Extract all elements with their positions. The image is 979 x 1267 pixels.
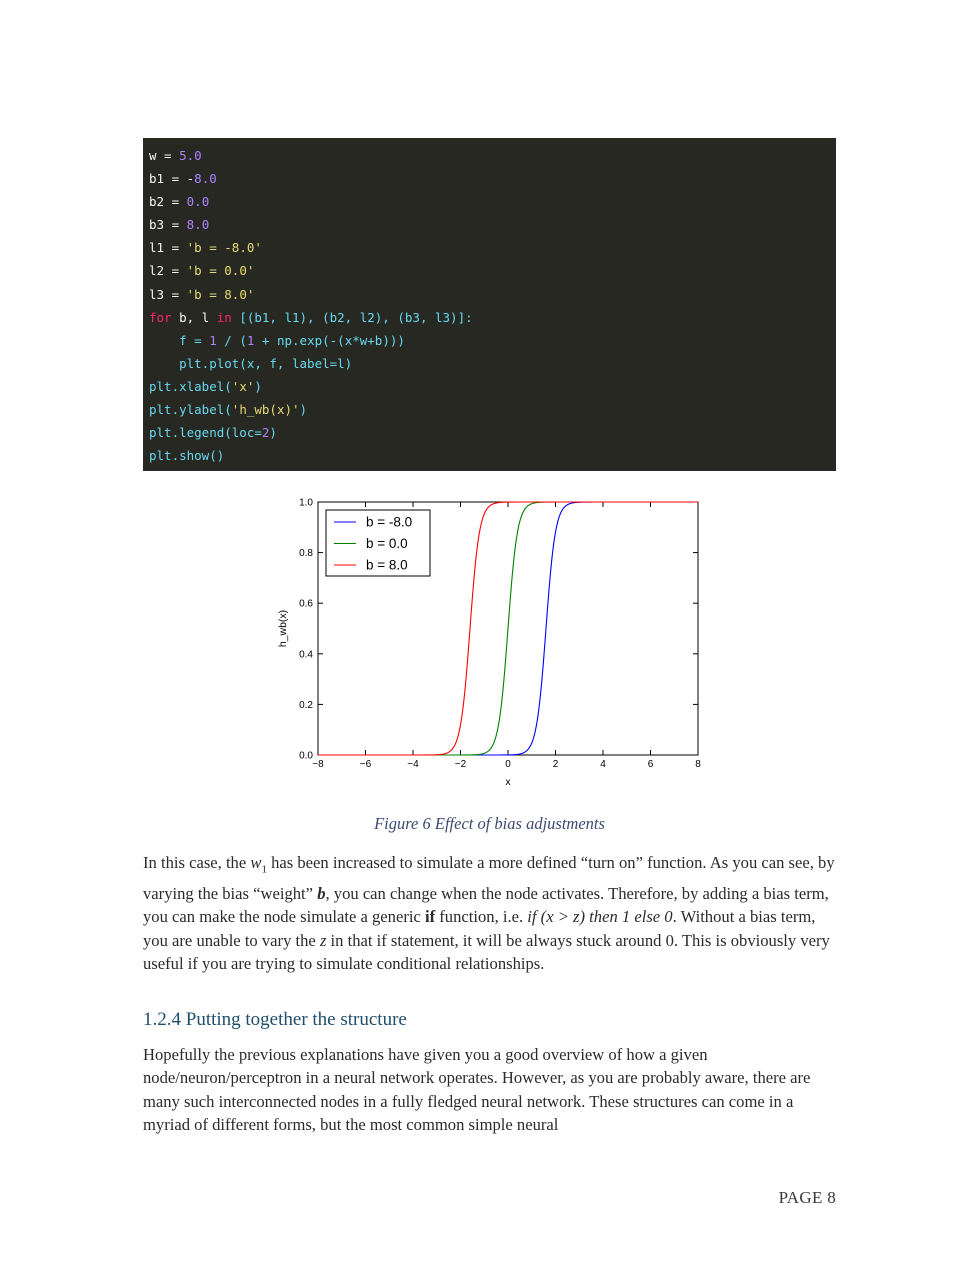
code-token: 1 (209, 332, 217, 348)
y-tick-label: 0.2 (299, 699, 313, 711)
code-line (149, 213, 836, 236)
code-token: b2 (149, 194, 165, 210)
x-tick-label: 4 (600, 759, 606, 770)
paragraph-segment: if (424, 907, 436, 927)
code-token: plt.show() (149, 448, 225, 464)
figure-caption: Figure 6 Effect of bias adjustments (374, 814, 605, 833)
chart-svg (270, 490, 720, 795)
code-token: l3 (149, 286, 165, 302)
code-token: 5.0 (179, 148, 202, 163)
code-token: 2 (261, 425, 270, 441)
code-token: b3 (149, 217, 165, 233)
x-tick-label: −8 (312, 759, 324, 770)
code-token: w (149, 148, 157, 163)
paragraph-structure: Hopefully the previous explanations have given you a good overview of how a given node/neuron/perceptron in a neural network operates. However, as you are probably aware, there are many such interconnected nodes in a fully fledged neural network. These structures can come in a myriad of different forms, but the most common simple neural (143, 1045, 811, 1135)
x-tick-label: −2 (454, 759, 467, 770)
code-token: l1 (149, 240, 165, 256)
y-axis-label: h_wb(x) (277, 609, 289, 648)
legend-label: b = 8.0 (366, 557, 408, 573)
sigmoid-chart (270, 490, 720, 795)
page-number: PAGE 8 (778, 1188, 836, 1207)
paragraph-segment: has been increased to simulate a more defined “turn on” function. As you can see, by varying the bias “weight” (143, 853, 835, 903)
code-token: for (149, 309, 172, 325)
code-token: f = (149, 332, 210, 348)
code-token: = (164, 240, 187, 256)
code-line (149, 306, 836, 329)
paragraph-segment: function, i.e. (435, 907, 528, 927)
code-token: in (216, 309, 232, 325)
code-token: 8.0 (186, 217, 210, 233)
y-tick-label: 1.0 (299, 497, 313, 509)
code-line (149, 167, 836, 190)
code-token: plt.plot(x, f, label=l) (149, 355, 353, 371)
code-token: 'b = 0.0' (186, 263, 255, 279)
code-token: plt.xlabel( (149, 378, 232, 394)
code-line (149, 329, 836, 352)
code-token: b1 (149, 171, 165, 187)
code-token: + np.exp(-(x*w+b))) (254, 332, 405, 348)
code-line (149, 144, 836, 167)
code-token: 'b = -8.0' (186, 240, 262, 256)
y-tick-label: 0.8 (299, 548, 313, 560)
paragraph-segment: In this case, the (143, 853, 251, 872)
code-line (149, 398, 836, 421)
code-token: 'h_wb(x)' (231, 402, 300, 418)
x-tick-label: 2 (552, 759, 559, 770)
code-token: ) (254, 378, 262, 394)
y-tick-label: 0.0 (299, 750, 313, 762)
legend-label: b = -8.0 (366, 514, 413, 530)
paragraph-segment: 1 (261, 863, 267, 876)
section-heading: 1.2.4 Putting together the structure (143, 1009, 407, 1030)
code-token: ) (299, 402, 308, 418)
code-token: plt.legend(loc= (149, 425, 262, 441)
code-token: 'b = 8.0' (186, 286, 255, 302)
code-line (149, 236, 836, 259)
x-axis-label: x (505, 776, 511, 788)
paragraph-segment: z (319, 930, 327, 950)
code-token: / ( (216, 332, 247, 348)
code-token: = (164, 286, 187, 302)
legend-label: b = 0.0 (366, 536, 408, 551)
code-token: = (164, 263, 187, 279)
code-line (149, 352, 836, 375)
code-token: 'x' (231, 378, 255, 394)
x-tick-label: 8 (695, 759, 701, 770)
x-tick-label: −6 (359, 759, 372, 770)
code-block (143, 138, 836, 471)
x-tick-label: −4 (407, 759, 419, 770)
paragraph-segment: , you can change when the node activates. Therefore, by adding a bias term, you can make the node simulate a generic (143, 883, 829, 927)
code-line (149, 421, 836, 444)
paragraph-segment: w (250, 853, 262, 872)
code-token: l2 (149, 263, 165, 279)
code-token: ) (269, 425, 277, 441)
code-token: 8.0 (194, 171, 217, 187)
code-token: = (156, 148, 180, 163)
paragraph-segment: . Without a bias term, you are unable to vary the (143, 907, 816, 950)
x-tick-label: 0 (505, 759, 511, 770)
code-line (149, 444, 836, 467)
code-token: b, l (171, 309, 217, 325)
code-line (149, 283, 836, 306)
y-tick-label: 0.4 (299, 649, 313, 661)
code-token: 1 (246, 332, 255, 348)
code-token: = (164, 194, 187, 210)
paragraph-segment: in that if statement, it will be always stuck around 0. This is obviously very useful if you are trying to simulate conditional relationships. (143, 930, 830, 973)
code-line (149, 259, 836, 282)
x-tick-label: 6 (647, 759, 654, 770)
code-line (149, 190, 836, 213)
code-token: = - (164, 171, 195, 187)
code-token: [(b1, l1), (b2, l2), (b3, l3)]: (231, 309, 473, 325)
code-token: = (164, 217, 187, 233)
y-tick-label: 0.6 (299, 598, 313, 610)
code-line (149, 375, 836, 398)
paragraph-segment: if (x > z) then 1 else 0 (527, 907, 673, 927)
code-token: 0.0 (186, 194, 210, 210)
paragraph-segment: b (317, 883, 326, 903)
paragraph-bias-explanation (143, 851, 843, 975)
code-token: plt.ylabel( (149, 402, 232, 418)
